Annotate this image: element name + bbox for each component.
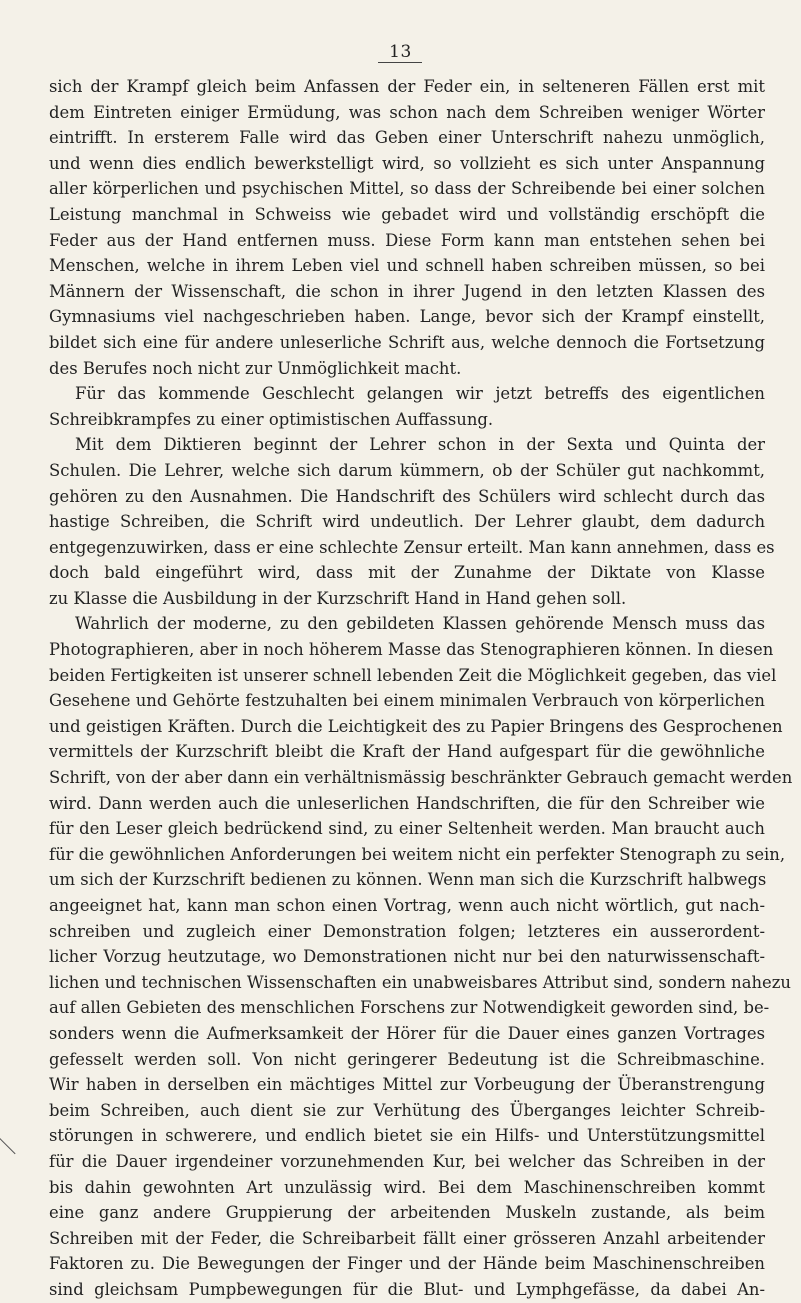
- text-line: Menschen, welche in ihrem Leben viel und schnell haben schreiben müssen, so bei: [49, 256, 765, 276]
- text-line: dem Eintreten einiger Ermüdung, was schon nach dem Schreiben weniger Wörter: [49, 102, 765, 122]
- text-line: für die gewöhnlichen Anforderungen bei weitem nicht ein perfekter Stenograph zu sein,: [49, 844, 786, 864]
- text-line: lichen und technischen Wissenschaften ein unabweisbares Attribut sind, sondern nahezu: [49, 972, 791, 992]
- text-line: Photographieren, aber in noch höherem Masse das Stenographieren können. In diesen: [49, 640, 774, 660]
- text-line: Gymnasiums viel nachgeschrieben haben. Lange, bevor sich der Krampf einstellt,: [49, 307, 765, 327]
- text-line: gehören zu den Ausnahmen. Die Handschrift des Schülers wird schlecht durch das: [49, 486, 765, 506]
- text-line: zu Klasse die Ausbildung in der Kurzschrift Hand in Hand gehen soll.: [49, 588, 627, 608]
- text-line: sich der Krampf gleich beim Anfassen der Feder ein, in selteneren Fällen erst mit: [49, 77, 765, 96]
- text-line: Wahrlich der moderne, zu den gebildeten Klassen gehörende Mensch muss das: [75, 614, 765, 634]
- text-line: Wir haben in derselben ein mächtiges Mittel zur Vorbeugung der Überanstrengung: [49, 1075, 765, 1095]
- text-line: hastige Schreiben, die Schrift wird undeutlich. Der Lehrer glaubt, dem dadurch: [49, 512, 765, 532]
- text-line: beiden Fertigkeiten ist unserer schnell lebenden Zeit die Möglichkeit gegeben, das viel: [49, 665, 777, 685]
- text-line: eine ganz andere Gruppierung der arbeitenden Muskeln zustande, als beim: [49, 1203, 765, 1223]
- text-line: Für das kommende Geschlecht gelangen wir jetzt betreffs des eigentlichen: [75, 384, 765, 404]
- text-line: Schreibkrampfes zu einer optimistischen Auffassung.: [49, 409, 494, 429]
- scan-corner-mark: [0, 1138, 16, 1154]
- text-line: Feder aus der Hand entfernen muss. Diese Form kann man entstehen sehen bei: [49, 230, 765, 250]
- text-line: beim Schreiben, auch dient sie zur Verhütung des Überganges leichter Schreib-: [49, 1100, 765, 1120]
- text-line: bis dahin gewohnten Art unzulässig wird. Bei dem Maschinenschreiben kommt: [49, 1177, 765, 1197]
- text-line: Schulen. Die Lehrer, welche sich darum kümmern, ob der Schüler gut nachkommt,: [49, 460, 765, 480]
- text-line: gefesselt werden soll. Von nicht geringerer Bedeutung ist die Schreibmaschine.: [49, 1049, 765, 1069]
- text-line: entgegenzuwirken, dass er eine schlechte Zensur erteilt. Man kann annehmen, dass es: [49, 537, 775, 557]
- text-line: und wenn dies endlich bewerkstelligt wird, so vollzieht es sich unter Anspannung: [49, 153, 765, 173]
- text-line: eintrifft. In ersterem Falle wird das Geben einer Unterschrift nahezu unmöglich,: [49, 128, 765, 148]
- text-line: Leistung manchmal in Schweiss wie gebadet wird und vollständig erschöpft die: [49, 204, 765, 224]
- text-line: Männern der Wissenschaft, die schon in ihrer Jugend in den letzten Klassen des: [49, 281, 765, 301]
- text-line: schreiben und zugleich einer Demonstration folgen; letzteres ein ausserordent-: [49, 921, 765, 941]
- text-line: bildet sich eine für andere unleserliche Schrift aus, welche dennoch die Fortsetzung: [49, 332, 765, 352]
- text-line: störungen in schwerere, und endlich bietet sie ein Hilfs- und Unterstützungsmittel: [49, 1126, 765, 1146]
- text-line: angeeignet hat, kann man schon einen Vortrag, wenn auch nicht wörtlich, gut nach-: [49, 896, 765, 915]
- text-line: um sich der Kurzschrift bedienen zu können. Wenn man sich die Kurzschrift halbwegs: [49, 870, 767, 890]
- text-line: vermittels der Kurzschrift bleibt die Kraft der Hand aufgespart für die gewöhnliche: [49, 742, 765, 762]
- text-line: für den Leser gleich bedrückend sind, zu einer Seltenheit werden. Man braucht auch: [49, 819, 765, 839]
- text-line: Gesehene und Gehörte festzuhalten bei einem minimalen Verbrauch von körperlichen: [49, 691, 765, 711]
- header-rule: [378, 62, 422, 63]
- text-line: des Berufes noch nicht zur Unmöglichkeit macht.: [49, 358, 462, 378]
- text-line: wird. Dann werden auch die unleserlichen Handschriften, die für den Schreiber wie: [49, 793, 765, 813]
- text-line: licher Vorzug heutzutage, wo Demonstrationen nicht nur bei den naturwissenschaft-: [49, 947, 765, 967]
- page-number: 13: [389, 42, 412, 62]
- text-line: auf allen Gebieten des menschlichen Forschens zur Notwendigkeit geworden sind, be-: [49, 998, 770, 1018]
- text-line: Schreiben mit der Feder, die Schreibarbeit fällt einer grösseren Anzahl arbeitender: [49, 1228, 765, 1248]
- text-line: aller körperlichen und psychischen Mittel, so dass der Schreibende bei einer solchen: [49, 179, 765, 199]
- text-line: sind gleichsam Pumpbewegungen für die Blut- und Lymphgefässe, da dabei An-: [49, 1279, 765, 1299]
- text-line: für die Dauer irgendeiner vorzunehmenden Kur, bei welcher das Schreiben in der: [49, 1151, 765, 1171]
- text-line: doch bald eingeführt wird, dass mit der Zunahme der Diktate von Klasse: [49, 563, 765, 583]
- text-line: Schrift, von der aber dann ein verhältnismässig beschränkter Gebrauch gemacht werden: [49, 768, 793, 788]
- text-line: Faktoren zu. Die Bewegungen der Finger und der Hände beim Maschinenschreiben: [49, 1254, 765, 1274]
- text-line: und geistigen Kräften. Durch die Leichtigkeit des zu Papier Bringens des Gesprochenen: [49, 716, 783, 736]
- text-line: sonders wenn die Aufmerksamkeit der Hörer für die Dauer eines ganzen Vortrages: [49, 1023, 765, 1043]
- body-text: [49, 74, 793, 1303]
- text-line: Mit dem Diktieren beginnt der Lehrer schon in der Sexta und Quinta der: [75, 435, 765, 455]
